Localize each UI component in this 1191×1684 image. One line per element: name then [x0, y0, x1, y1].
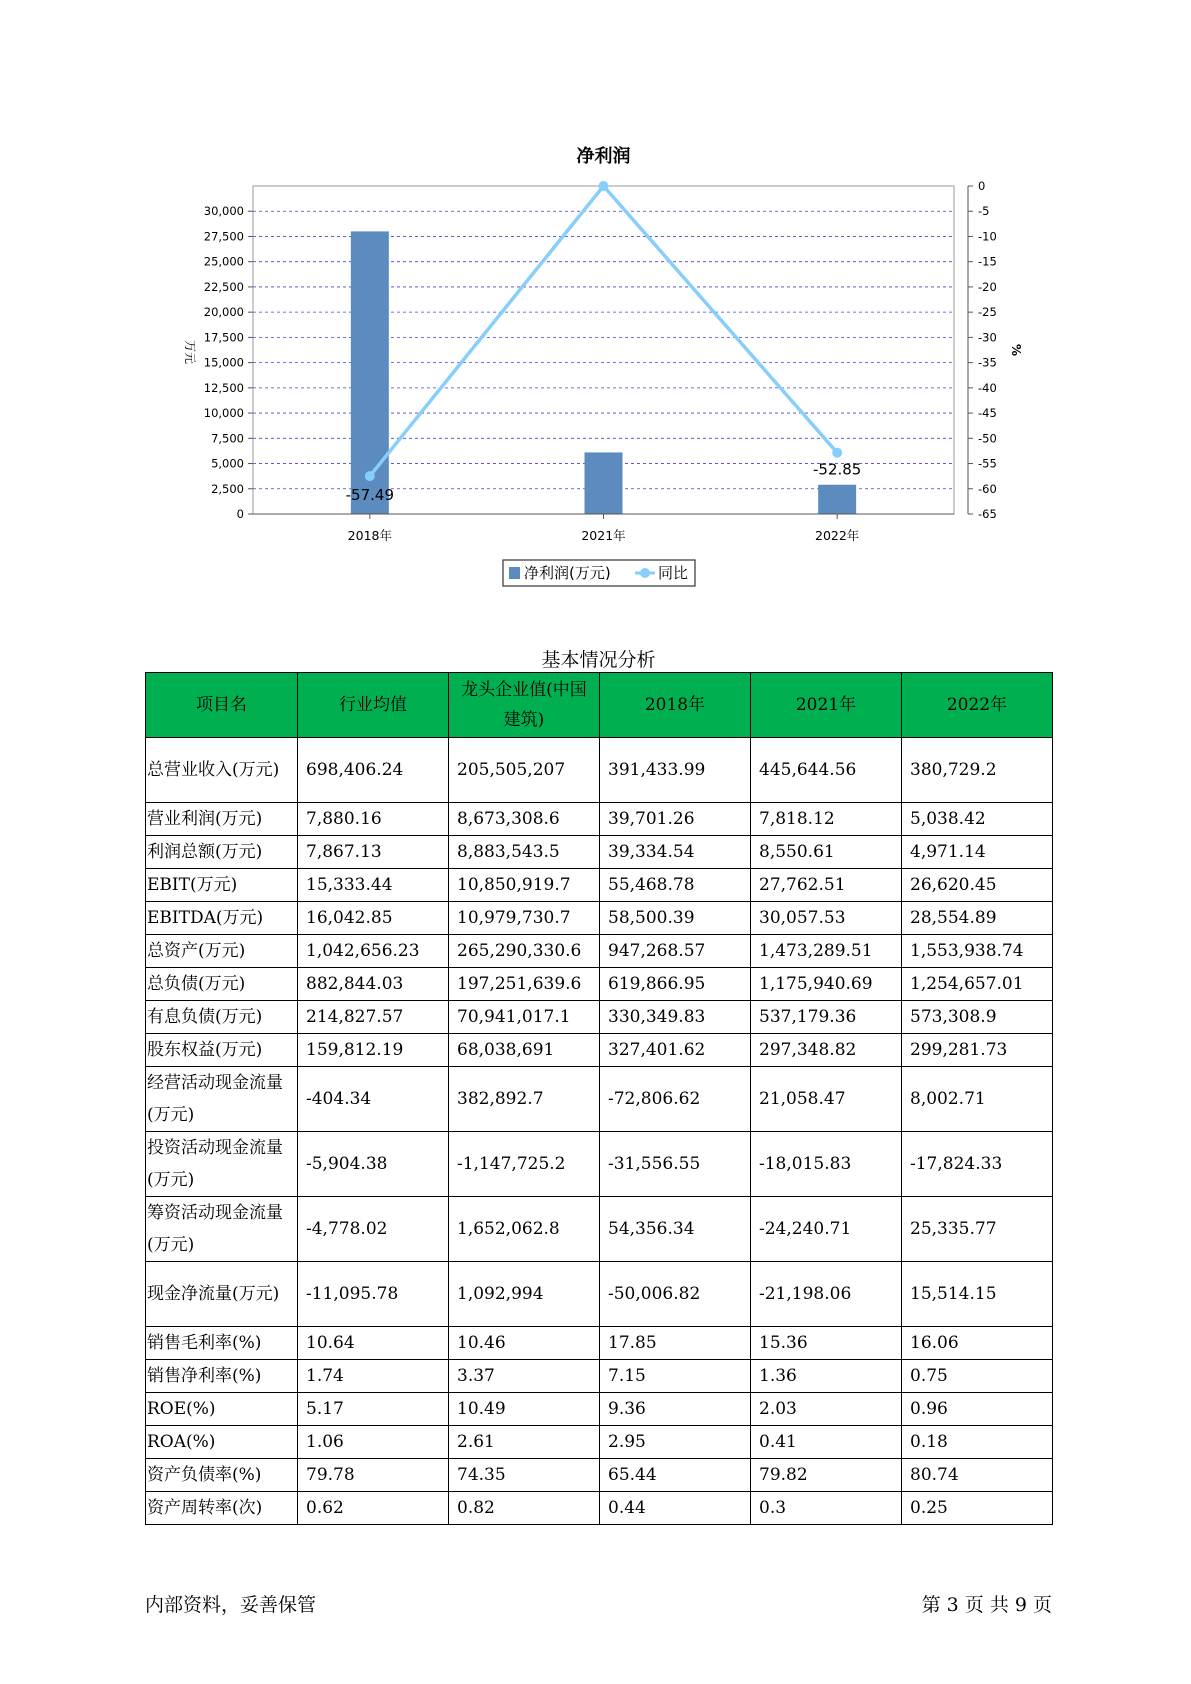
- y2-tick-label: -65: [978, 507, 997, 521]
- value-cell: 8,002.71: [902, 1067, 1053, 1132]
- value-cell: 537,179.36: [751, 1001, 902, 1034]
- y-tick-label: 25,000: [203, 254, 244, 269]
- legend-bar-label: 净利润(万元): [524, 564, 611, 582]
- value-cell: -72,806.62: [600, 1067, 751, 1132]
- table-row: [146, 968, 1053, 1001]
- value-cell: -24,240.71: [751, 1197, 902, 1262]
- y2-axis-title: %: [1009, 343, 1023, 357]
- y2-tick-label: -55: [978, 456, 997, 471]
- y-tick-label: 12,500: [203, 380, 244, 395]
- row-label-cell: ROA(%): [146, 1426, 298, 1459]
- y-tick-label: 0: [236, 507, 244, 521]
- header-cell: 龙头企业值(中国建筑): [449, 673, 600, 738]
- value-cell: 30,057.53: [751, 902, 902, 935]
- value-cell: 15.36: [751, 1327, 902, 1360]
- value-cell: 0.25: [902, 1492, 1053, 1525]
- value-cell: 28,554.89: [902, 902, 1053, 935]
- header-cell: 2022年: [902, 673, 1053, 738]
- y2-tick-label: -50: [978, 431, 997, 446]
- value-cell: 10.49: [449, 1393, 600, 1426]
- header-cell: 行业均值: [298, 673, 449, 738]
- value-cell: 16,042.85: [298, 902, 449, 935]
- table-row: [146, 1001, 1053, 1034]
- basic-analysis-table: [145, 672, 1053, 1525]
- table-row: [146, 935, 1053, 968]
- value-cell: 205,505,207: [449, 738, 600, 803]
- value-cell: 0.96: [902, 1393, 1053, 1426]
- value-cell: 265,290,330.6: [449, 935, 600, 968]
- value-cell: 1,473,289.51: [751, 935, 902, 968]
- value-cell: 39,701.26: [600, 803, 751, 836]
- y-axis-title: 万元: [183, 339, 197, 365]
- value-cell: 16.06: [902, 1327, 1053, 1360]
- value-cell: 10.46: [449, 1327, 600, 1360]
- value-cell: 445,644.56: [751, 738, 902, 803]
- row-label-cell: EBITDA(万元): [146, 902, 298, 935]
- value-cell: 0.75: [902, 1360, 1053, 1393]
- value-cell: 0.3: [751, 1492, 902, 1525]
- table-row: [146, 1360, 1053, 1393]
- y2-tick-label: -30: [978, 330, 997, 345]
- value-cell: 1,254,657.01: [902, 968, 1053, 1001]
- bar-2021年: [585, 452, 623, 514]
- value-cell: 698,406.24: [298, 738, 449, 803]
- value-cell: 25,335.77: [902, 1197, 1053, 1262]
- table-row: [146, 1492, 1053, 1525]
- value-cell: 159,812.19: [298, 1034, 449, 1067]
- table-row: [146, 803, 1053, 836]
- value-cell: -4,778.02: [298, 1197, 449, 1262]
- row-label-cell: 销售毛利率(%): [146, 1327, 298, 1360]
- value-cell: -31,556.55: [600, 1132, 751, 1197]
- value-cell: 0.62: [298, 1492, 449, 1525]
- row-label-cell: 股东权益(万元): [146, 1034, 298, 1067]
- header-cell: 2021年: [751, 673, 902, 738]
- x-tick-label: 2022年: [815, 528, 860, 543]
- value-cell: 7.15: [600, 1360, 751, 1393]
- y-tick-label: 7,500: [211, 431, 244, 446]
- value-cell: 27,762.51: [751, 869, 902, 902]
- y-tick-label: 22,500: [203, 279, 244, 294]
- row-label-cell: 经营活动现金流量(万元): [146, 1067, 298, 1132]
- value-cell: 2.03: [751, 1393, 902, 1426]
- bar-2022年: [818, 485, 856, 514]
- row-label-cell: 销售净利率(%): [146, 1360, 298, 1393]
- row-label-cell: 资产周转率(次): [146, 1492, 298, 1525]
- row-label-cell: 现金净流量(万元): [146, 1262, 298, 1327]
- y2-tick-label: -10: [978, 229, 997, 244]
- value-cell: 382,892.7: [449, 1067, 600, 1132]
- yoy-data-label: -52.85: [812, 460, 862, 479]
- y-tick-label: 27,500: [203, 229, 244, 244]
- value-cell: 0.44: [600, 1492, 751, 1525]
- footer-page-number: 第 3 页 共 9 页: [921, 1594, 1052, 1616]
- row-label-cell: 筹资活动现金流量(万元): [146, 1197, 298, 1262]
- row-label-cell: 利润总额(万元): [146, 836, 298, 869]
- value-cell: 327,401.62: [600, 1034, 751, 1067]
- y-tick-label: 30,000: [203, 204, 244, 219]
- value-cell: 15,333.44: [298, 869, 449, 902]
- value-cell: 5.17: [298, 1393, 449, 1426]
- value-cell: 21,058.47: [751, 1067, 902, 1132]
- header-cell: 项目名: [146, 673, 298, 738]
- value-cell: 8,673,308.6: [449, 803, 600, 836]
- value-cell: 619,866.95: [600, 968, 751, 1001]
- value-cell: 4,971.14: [902, 836, 1053, 869]
- value-cell: 68,038,691: [449, 1034, 600, 1067]
- yoy-data-label: -57.49: [345, 486, 395, 505]
- value-cell: 10,850,919.7: [449, 869, 600, 902]
- y2-tick-label: -25: [978, 305, 997, 320]
- y-tick-label: 5,000: [211, 456, 244, 471]
- value-cell: 15,514.15: [902, 1262, 1053, 1327]
- table-caption: 基本情况分析: [541, 649, 656, 671]
- y2-tick-label: -5: [978, 204, 990, 219]
- y2-tick-label: -40: [978, 380, 997, 395]
- table-row: [146, 1426, 1053, 1459]
- table-row: [146, 1459, 1053, 1492]
- table-row: [146, 1327, 1053, 1360]
- value-cell: 55,468.78: [600, 869, 751, 902]
- value-cell: 299,281.73: [902, 1034, 1053, 1067]
- value-cell: 573,308.9: [902, 1001, 1053, 1034]
- value-cell: 70,941,017.1: [449, 1001, 600, 1034]
- value-cell: 65.44: [600, 1459, 751, 1492]
- row-label-cell: 投资活动现金流量(万元): [146, 1132, 298, 1197]
- value-cell: 79.78: [298, 1459, 449, 1492]
- value-cell: 0.41: [751, 1426, 902, 1459]
- value-cell: -50,006.82: [600, 1262, 751, 1327]
- value-cell: 10.64: [298, 1327, 449, 1360]
- yoy-point: [599, 181, 609, 191]
- table-row: [146, 1393, 1053, 1426]
- table-row: [146, 1262, 1053, 1327]
- table-row: [146, 902, 1053, 935]
- value-cell: 9.36: [600, 1393, 751, 1426]
- value-cell: 7,818.12: [751, 803, 902, 836]
- value-cell: 74.35: [449, 1459, 600, 1492]
- row-label-cell: 总资产(万元): [146, 935, 298, 968]
- value-cell: 197,251,639.6: [449, 968, 600, 1001]
- value-cell: 3.37: [449, 1360, 600, 1393]
- yoy-line: [370, 186, 837, 476]
- row-label-cell: 总负债(万元): [146, 968, 298, 1001]
- value-cell: 17.85: [600, 1327, 751, 1360]
- y2-tick-label: -35: [978, 355, 997, 370]
- value-cell: 10,979,730.7: [449, 902, 600, 935]
- value-cell: 1,042,656.23: [298, 935, 449, 968]
- table-row: [146, 1067, 1053, 1132]
- table-row: [146, 836, 1053, 869]
- y-tick-label: 20,000: [203, 305, 244, 320]
- value-cell: 7,867.13: [298, 836, 449, 869]
- x-tick-label: 2018年: [347, 528, 392, 543]
- yoy-point: [832, 448, 842, 458]
- value-cell: 1,652,062.8: [449, 1197, 600, 1262]
- value-cell: -21,198.06: [751, 1262, 902, 1327]
- y-tick-label: 2,500: [211, 481, 244, 496]
- value-cell: -5,904.38: [298, 1132, 449, 1197]
- y2-tick-label: -15: [978, 254, 997, 269]
- value-cell: 2.95: [600, 1426, 751, 1459]
- value-cell: 1.74: [298, 1360, 449, 1393]
- value-cell: 5,038.42: [902, 803, 1053, 836]
- value-cell: 1,175,940.69: [751, 968, 902, 1001]
- legend-bar-swatch: [509, 567, 520, 579]
- value-cell: 79.82: [751, 1459, 902, 1492]
- value-cell: -404.34: [298, 1067, 449, 1132]
- value-cell: 1.06: [298, 1426, 449, 1459]
- value-cell: 330,349.83: [600, 1001, 751, 1034]
- value-cell: 26,620.45: [902, 869, 1053, 902]
- table-row: [146, 1197, 1053, 1262]
- header-cell: 2018年: [600, 673, 751, 738]
- value-cell: 1.36: [751, 1360, 902, 1393]
- value-cell: 1,553,938.74: [902, 935, 1053, 968]
- value-cell: 391,433.99: [600, 738, 751, 803]
- value-cell: 8,883,543.5: [449, 836, 600, 869]
- x-tick-label: 2021年: [581, 528, 626, 543]
- footer-confidential: 内部资料，妥善保管: [145, 1594, 317, 1616]
- y2-tick-label: -20: [978, 279, 997, 294]
- value-cell: 0.18: [902, 1426, 1053, 1459]
- value-cell: 297,348.82: [751, 1034, 902, 1067]
- value-cell: 7,880.16: [298, 803, 449, 836]
- legend-line-marker: [640, 568, 650, 578]
- row-label-cell: 营业利润(万元): [146, 803, 298, 836]
- row-label-cell: 资产负债率(%): [146, 1459, 298, 1492]
- value-cell: 0.82: [449, 1492, 600, 1525]
- y-tick-label: 17,500: [203, 330, 244, 345]
- value-cell: 58,500.39: [600, 902, 751, 935]
- legend-line-label: 同比: [658, 564, 689, 582]
- value-cell: 380,729.2: [902, 738, 1053, 803]
- value-cell: 882,844.03: [298, 968, 449, 1001]
- table-row: [146, 1034, 1053, 1067]
- value-cell: 214,827.57: [298, 1001, 449, 1034]
- value-cell: 54,356.34: [600, 1197, 751, 1262]
- row-label-cell: EBIT(万元): [146, 869, 298, 902]
- value-cell: 39,334.54: [600, 836, 751, 869]
- chart-title: 净利润: [576, 146, 631, 167]
- value-cell: 80.74: [902, 1459, 1053, 1492]
- value-cell: -17,824.33: [902, 1132, 1053, 1197]
- value-cell: 2.61: [449, 1426, 600, 1459]
- y2-tick-label: 0: [978, 179, 986, 193]
- table-row: [146, 1132, 1053, 1197]
- yoy-point: [365, 471, 375, 481]
- net-profit-chart: [0, 0, 1191, 620]
- y2-tick-label: -45: [978, 406, 997, 421]
- value-cell: -1,147,725.2: [449, 1132, 600, 1197]
- y-tick-label: 15,000: [203, 355, 244, 370]
- value-cell: -18,015.83: [751, 1132, 902, 1197]
- value-cell: 1,092,994: [449, 1262, 600, 1327]
- y2-tick-label: -60: [978, 481, 997, 496]
- value-cell: -11,095.78: [298, 1262, 449, 1327]
- row-label-cell: ROE(%): [146, 1393, 298, 1426]
- table-row: [146, 738, 1053, 803]
- value-cell: 8,550.61: [751, 836, 902, 869]
- table-header-row: [146, 673, 1053, 738]
- y-tick-label: 10,000: [203, 406, 244, 421]
- row-label-cell: 有息负债(万元): [146, 1001, 298, 1034]
- table-row: [146, 869, 1053, 902]
- row-label-cell: 总营业收入(万元): [146, 738, 298, 803]
- value-cell: 947,268.57: [600, 935, 751, 968]
